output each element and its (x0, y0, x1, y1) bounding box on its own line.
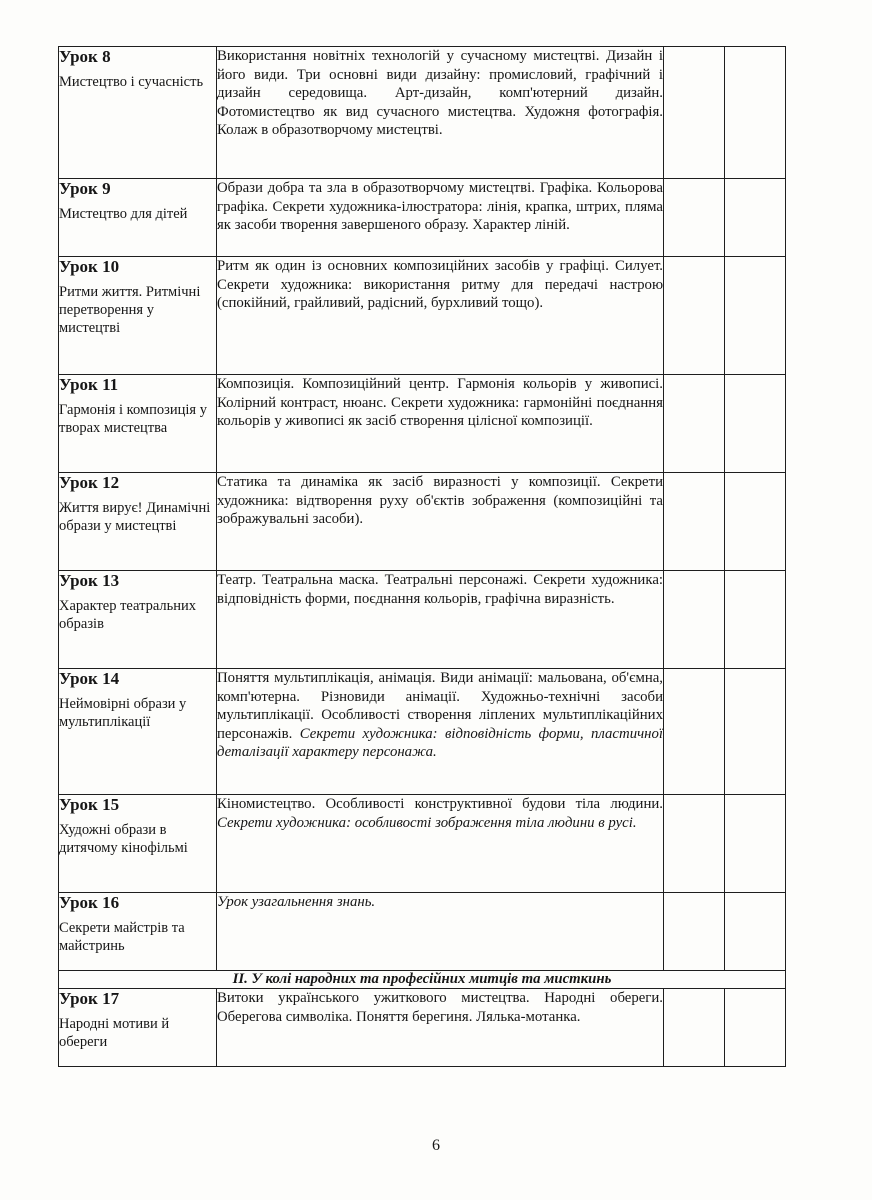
lesson-cell (59, 989, 217, 1067)
lesson-cell (59, 795, 217, 893)
lesson-title: Урок 12 (59, 473, 120, 492)
lesson-content-italic: Урок узагальнення знань. (217, 894, 376, 910)
lesson-row (59, 257, 786, 375)
lesson-cell (59, 473, 217, 571)
lesson-cell (59, 179, 217, 257)
section-header-row (59, 971, 786, 989)
blank-date-cell (664, 571, 725, 669)
lesson-plan-table (58, 46, 786, 1067)
lesson-topic: Неймовірні образи у мультиплікації (59, 696, 187, 730)
lesson-content-text: Композиція. Композиційний центр. Гармонія кольорів у живописі. Колірний контраст, нюанс. Секрети художника: гармонійні поєднання кольорів у живописі як засіб створення цілісної композиції. (217, 376, 663, 429)
lesson-topic: Народні мотиви й обереги (59, 1016, 170, 1050)
blank-notes-cell (725, 257, 786, 375)
lesson-content (217, 795, 664, 893)
lesson-cell (59, 893, 217, 971)
blank-notes-cell (725, 473, 786, 571)
lesson-row (59, 795, 786, 893)
lesson-topic: Художні образи в дитячому кінофільмі (59, 822, 188, 856)
blank-date-cell (664, 989, 725, 1067)
lesson-title: Урок 15 (59, 795, 120, 814)
blank-date-cell (664, 179, 725, 257)
lesson-title: Урок 11 (59, 375, 119, 394)
lesson-content-text: Образи добра та зла в образотворчому мистецтві. Графіка. Кольорова графіка. Секрети художника-ілюстратора: лінія, крапка, штрих, пляма як засоби творення завершеного образу. Характер ліній. (217, 180, 663, 233)
lesson-content (217, 179, 664, 257)
lesson-cell (59, 375, 217, 473)
page-number: 6 (432, 1137, 440, 1154)
blank-notes-cell (725, 669, 786, 795)
lesson-topic: Характер театральних образів (59, 598, 197, 632)
section-header: ІІ. У колі народних та професійних митців та мисткинь (59, 971, 786, 989)
lesson-title: Урок 14 (59, 669, 120, 688)
lesson-row (59, 179, 786, 257)
lesson-content (217, 47, 664, 179)
lesson-plan-body (59, 47, 786, 1067)
lesson-content (217, 257, 664, 375)
lesson-title: Урок 16 (59, 893, 120, 912)
blank-notes-cell (725, 179, 786, 257)
lesson-content-text: Ритм як один із основних композиційних засобів у графіці. Силует. Секрети художника: використання ритму для передачі настрою (спокійний, грайливий, радісний, бурхливий тощо). (217, 258, 663, 311)
lesson-topic: Мистецтво для дітей (59, 206, 188, 222)
lesson-topic: Гармонія і композиція у творах мистецтва (59, 402, 207, 436)
lesson-content-text: Кіномистецтво. Особливості конструктивної будови тіла людини. (217, 796, 663, 812)
lesson-content (217, 473, 664, 571)
lesson-title: Урок 10 (59, 257, 120, 276)
lesson-topic: Мистецтво і сучасність (59, 74, 204, 90)
lesson-content (217, 669, 664, 795)
lesson-cell (59, 47, 217, 179)
blank-notes-cell (725, 893, 786, 971)
lesson-content-text: Поняття мультиплікація, анімація. Види анімації: мальована, об'ємна, комп'ютерна. Різновиди анімації. Художньо-технічні засоби мультиплікації. Особливості створення ліплених мультиплікаційних персонажів. (217, 670, 663, 742)
lesson-topic: Життя вирує! Динамічні образи у мистецтві (59, 500, 211, 534)
blank-date-cell (664, 795, 725, 893)
lesson-cell (59, 571, 217, 669)
blank-notes-cell (725, 989, 786, 1067)
blank-notes-cell (725, 571, 786, 669)
lesson-cell (59, 669, 217, 795)
lesson-title: Урок 13 (59, 571, 120, 590)
lesson-row (59, 473, 786, 571)
lesson-content-text: Театр. Театральна маска. Театральні персонажі. Секрети художника: відповідність форми, поєднання кольорів, графічна виразність. (217, 572, 663, 607)
lesson-row (59, 989, 786, 1067)
blank-date-cell (664, 473, 725, 571)
lesson-row (59, 893, 786, 971)
lesson-row (59, 47, 786, 179)
lesson-content-italic: Секрети художника: особливості зображення тіла людини в русі. (217, 814, 637, 831)
blank-date-cell (664, 669, 725, 795)
lesson-row (59, 375, 786, 473)
lesson-content-text: Використання новітніх технологій у сучасному мистецтві. Дизайн і його види. Три основні види дизайну: промисловий, графічний і дизайн середовища. Арт-дизайн, комп'ютерний дизайн. Фотомистецтво як вид сучасного мистецтва. Художня фотографія. Колаж в образотворчому мистецтві. (217, 48, 663, 138)
lesson-content-text: Витоки українського ужиткового мистецтва. Народні обереги. Оберегова символіка. Поняття берегиня. Лялька-мотанка. (217, 990, 663, 1025)
lesson-row (59, 669, 786, 795)
lesson-content (217, 989, 664, 1067)
blank-notes-cell (725, 795, 786, 893)
lesson-content (217, 571, 664, 669)
blank-date-cell (664, 375, 725, 473)
lesson-row (59, 571, 786, 669)
lesson-content-text: Статика та динаміка як засіб виразності у композиції. Секрети художника: відтворення руху об'єктів зображення (композиційні та зображувальні засоби). (217, 474, 663, 527)
lesson-content (217, 893, 664, 971)
blank-date-cell (664, 47, 725, 179)
blank-date-cell (664, 893, 725, 971)
blank-notes-cell (725, 47, 786, 179)
lesson-content (217, 375, 664, 473)
lesson-title: Урок 17 (59, 989, 120, 1008)
blank-notes-cell (725, 375, 786, 473)
lesson-content-italic: Секрети художника: відповідність форми, пластичної деталізації характеру персонажа. (217, 725, 663, 760)
lesson-title: Урок 8 (59, 47, 111, 66)
lesson-topic: Ритми життя. Ритмічні перетворення у мистецтві (59, 284, 201, 336)
lesson-cell (59, 257, 217, 375)
lesson-title: Урок 9 (59, 179, 111, 198)
lesson-topic: Секрети майстрів та майстринь (59, 920, 185, 954)
blank-date-cell (664, 257, 725, 375)
